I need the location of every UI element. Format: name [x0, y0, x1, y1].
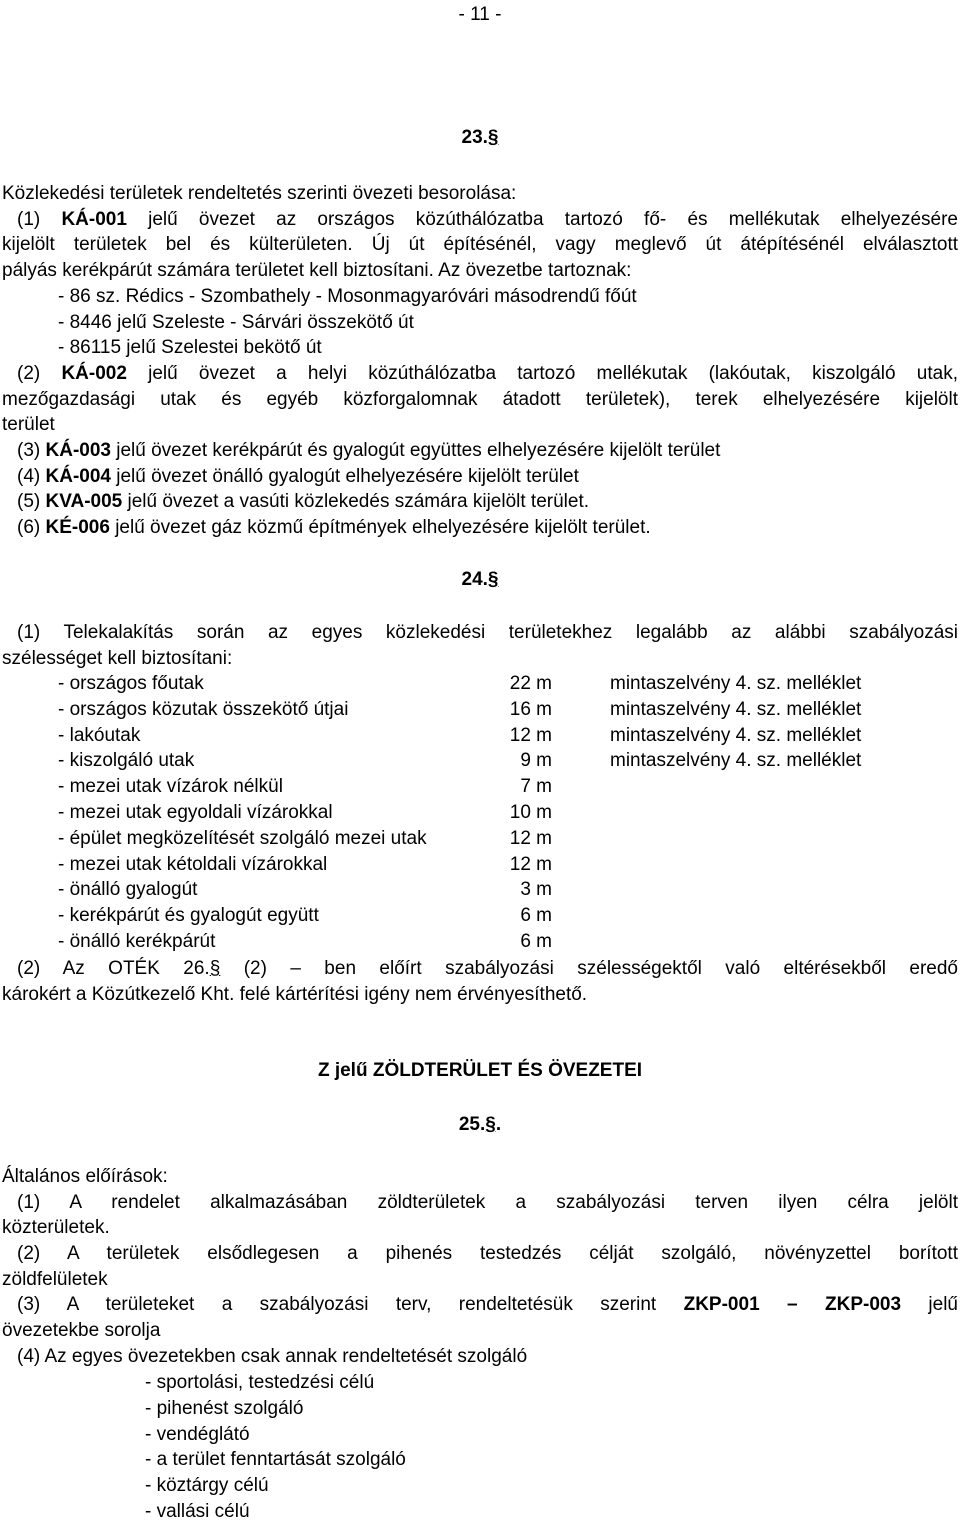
width-row-value: 6 m: [520, 931, 552, 952]
allowed-use-item: - vendéglátó: [145, 1424, 250, 1445]
width-row-name: - országos közutak összekötő útjai: [58, 699, 349, 720]
allowed-use-item: - pihenést szolgáló: [145, 1398, 304, 1419]
z-p1-line1: (1) A rendelet alkalmazásában zöldterületek a szabályozási terven ilyen célra jelölt: [17, 1192, 958, 1213]
zone-code: ZKP-001: [683, 1294, 760, 1315]
zone-code: KÉ-006: [45, 517, 110, 538]
allowed-use-item: - köztárgy célú: [145, 1475, 269, 1496]
s23-intro: Közlekedési területek rendeltetés szerinti övezeti besorolása:: [2, 183, 517, 204]
zone-code: KÁ-003: [45, 440, 111, 461]
s23-p3: (3) KÁ-003 jelű övezet kerékpárút és gyalogút együttes elhelyezésére kijelölt terület: [17, 440, 721, 461]
road-item: - 86115 jelű Szelestei bekötő út: [58, 337, 322, 358]
section-number: 25.: [458, 1114, 486, 1135]
s24-p2-line2: károkért a Közútkezelő Kht. felé kártérítési igény nem érvényesíthető.: [2, 984, 588, 1005]
zone-code: KÁ-002: [61, 363, 127, 384]
width-row-value: 7 m: [520, 776, 552, 797]
s23-p1-line2: kijelölt területek bel és külterületen. Új út építésénél, vagy meglevő út átépítésénél elválasztott: [2, 234, 958, 255]
z-general-heading: Általános előírások:: [2, 1166, 168, 1187]
width-row-name: - kerékpárút és gyalogút együtt: [58, 905, 319, 926]
width-row-value: 9 m: [520, 750, 552, 771]
width-row-name: - épület megközelítését szolgáló mezei utak: [58, 828, 427, 849]
width-row-note: mintaszelvény 4. sz. melléklet: [610, 750, 862, 771]
width-row-value: 6 m: [520, 905, 552, 926]
section-25-heading: 25.§.: [458, 1114, 502, 1135]
page-number: - 11 -: [458, 4, 502, 25]
s24-p2-line1: (2) Az OTÉK 26.§ (2) – ben előírt szabályozási szélességektől való eltérésekből eredő: [17, 958, 958, 979]
width-row-value: 10 m: [509, 802, 552, 823]
width-row-name: - lakóutak: [58, 725, 141, 746]
s23-p4: (4) KÁ-004 jelű övezet önálló gyalogút elhelyezésére kijelölt terület: [17, 466, 579, 487]
s23-p1-line3: pályás kerékpárút számára területet kell biztosítani. Az övezetbe tartoznak:: [2, 260, 632, 281]
width-row-name: - önálló gyalogút: [58, 879, 198, 900]
allowed-use-item: - a terület fenntartását szolgáló: [145, 1449, 406, 1470]
width-row-note: mintaszelvény 4. sz. melléklet: [610, 673, 862, 694]
s24-p1-line2: szélességet kell biztosítani:: [2, 648, 233, 669]
s23-p2-line1: (2) KÁ-002 jelű övezet a helyi közúthálózatba tartozó mellékutak (lakóutak, kiszolgáló utak,: [17, 363, 958, 384]
zone-code: ZKP-003: [825, 1294, 902, 1315]
width-row-value: 12 m: [509, 725, 552, 746]
road-item: - 86 sz. Rédics - Szombathely - Mosonmagyaróvári másodrendű főút: [58, 286, 637, 307]
zone-code: KÁ-001: [61, 209, 127, 230]
width-row-value: 22 m: [509, 673, 552, 694]
z-p3-line2: övezetekbe sorolja: [2, 1320, 161, 1341]
section-24-heading: [0, 567, 960, 592]
s23-p2-line2: mezőgazdasági utak és egyéb közforgalomnak átadott területek), terek elhelyezésére kijelölt: [2, 389, 958, 410]
s23-p1-line1: (1) KÁ-001 jelű övezet az országos közúthálózatba tartozó fő- és mellékutak elhelyezésére: [17, 209, 958, 230]
s23-p5: (5) KVA-005 jelű övezet a vasúti közlekedés számára kijelölt terület.: [17, 491, 590, 512]
s23-p2-line3: terület: [2, 414, 55, 435]
width-row-name: - mezei utak vízárok nélkül: [58, 776, 283, 797]
allowed-use-item: - sportolási, testedzési célú: [145, 1372, 375, 1393]
section-sign: §: [487, 569, 499, 590]
section-sign: §: [487, 127, 499, 148]
section-23-heading: [0, 125, 960, 150]
width-row-value: 16 m: [509, 699, 552, 720]
width-row-value: 12 m: [509, 828, 552, 849]
section-number: 24.: [461, 569, 488, 590]
width-row-name: - mezei utak kétoldali vízárokkal: [58, 854, 328, 875]
width-row-value: 12 m: [509, 854, 552, 875]
zone-code: KÁ-004: [45, 466, 111, 487]
zone-code: KVA-005: [45, 491, 123, 512]
road-item: - 8446 jelű Szeleste - Sárvári összekötő út: [58, 312, 414, 333]
s23-p6: (6) KÉ-006 jelű övezet gáz közmű építmények elhelyezésére kijelölt terület.: [17, 517, 651, 538]
section-number: 23.: [461, 127, 488, 148]
width-row-note: mintaszelvény 4. sz. melléklet: [610, 699, 862, 720]
width-row-name: - országos főutak: [58, 673, 204, 694]
z-section-title: Z jelű ZÖLDTERÜLET ÉS ÖVEZETEI: [317, 1060, 643, 1081]
width-row-name: - mezei utak egyoldali vízárokkal: [58, 802, 333, 823]
width-row-name: - kiszolgáló utak: [58, 750, 195, 771]
z-p1-line2: közterületek.: [2, 1217, 110, 1238]
width-row-note: mintaszelvény 4. sz. melléklet: [610, 725, 862, 746]
section-sign: §: [209, 958, 221, 979]
width-row-value: 3 m: [520, 879, 552, 900]
z-p3-line1: (3) A területeket a szabályozási terv, rendeltetésük szerint ZKP-001 – ZKP-003 jelű: [17, 1294, 959, 1315]
z-p4: (4) Az egyes övezetekben csak annak rendeltetését szolgáló: [17, 1346, 528, 1367]
z-p2-line2: zöldfelületek: [2, 1269, 108, 1290]
width-row-name: - önálló kerékpárút: [58, 931, 216, 952]
section-sign: §: [485, 1114, 496, 1135]
z-p2-line1: (2) A területek elsődlegesen a pihenés testedzés célját szolgáló, növényzettel borított: [17, 1243, 958, 1264]
s24-p1-line1: (1) Telekalakítás során az egyes közlekedési területekhez legalább az alábbi szabályozási: [17, 622, 958, 643]
allowed-use-item: - vallási célú: [145, 1501, 250, 1522]
